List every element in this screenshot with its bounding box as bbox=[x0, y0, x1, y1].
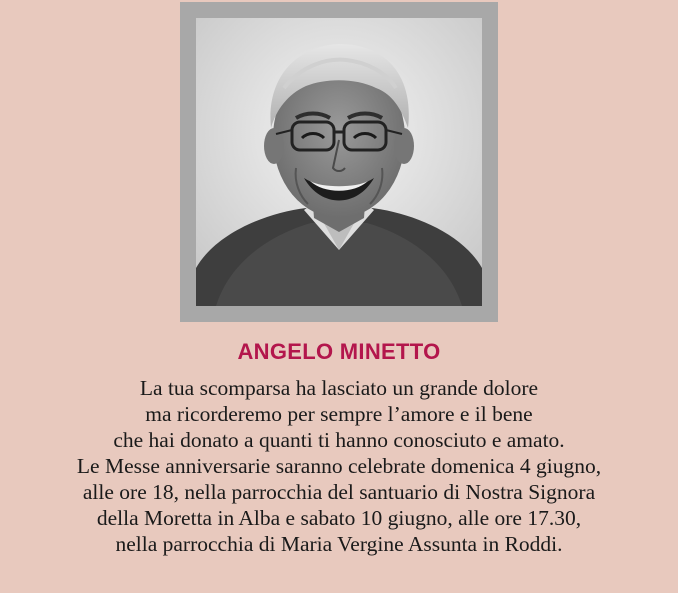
message-line: Le Messe anniversarie saranno celebrate domenica 4 giugno, bbox=[76, 454, 602, 478]
message-line: nella parrocchia di Maria Vergine Assunta in Roddi. bbox=[115, 532, 563, 556]
portrait-image bbox=[196, 18, 482, 306]
message-line: che hai donato a quanti ti hanno conosciuto e amato. bbox=[113, 428, 565, 452]
deceased-name: ANGELO MINETTO bbox=[237, 339, 441, 364]
message-line: della Moretta in Alba e sabato 10 giugno, alle ore 17.30, bbox=[96, 506, 582, 530]
memorial-message bbox=[0, 375, 678, 557]
message-line: La tua scomparsa ha lasciato un grande dolore bbox=[139, 376, 539, 400]
portrait-photo bbox=[196, 18, 482, 306]
photo-frame bbox=[180, 2, 498, 322]
message-line: alle ore 18, nella parrocchia del santuario di Nostra Signora bbox=[82, 480, 596, 504]
message-line: ma ricorderemo per sempre l’amore e il bene bbox=[145, 402, 533, 426]
